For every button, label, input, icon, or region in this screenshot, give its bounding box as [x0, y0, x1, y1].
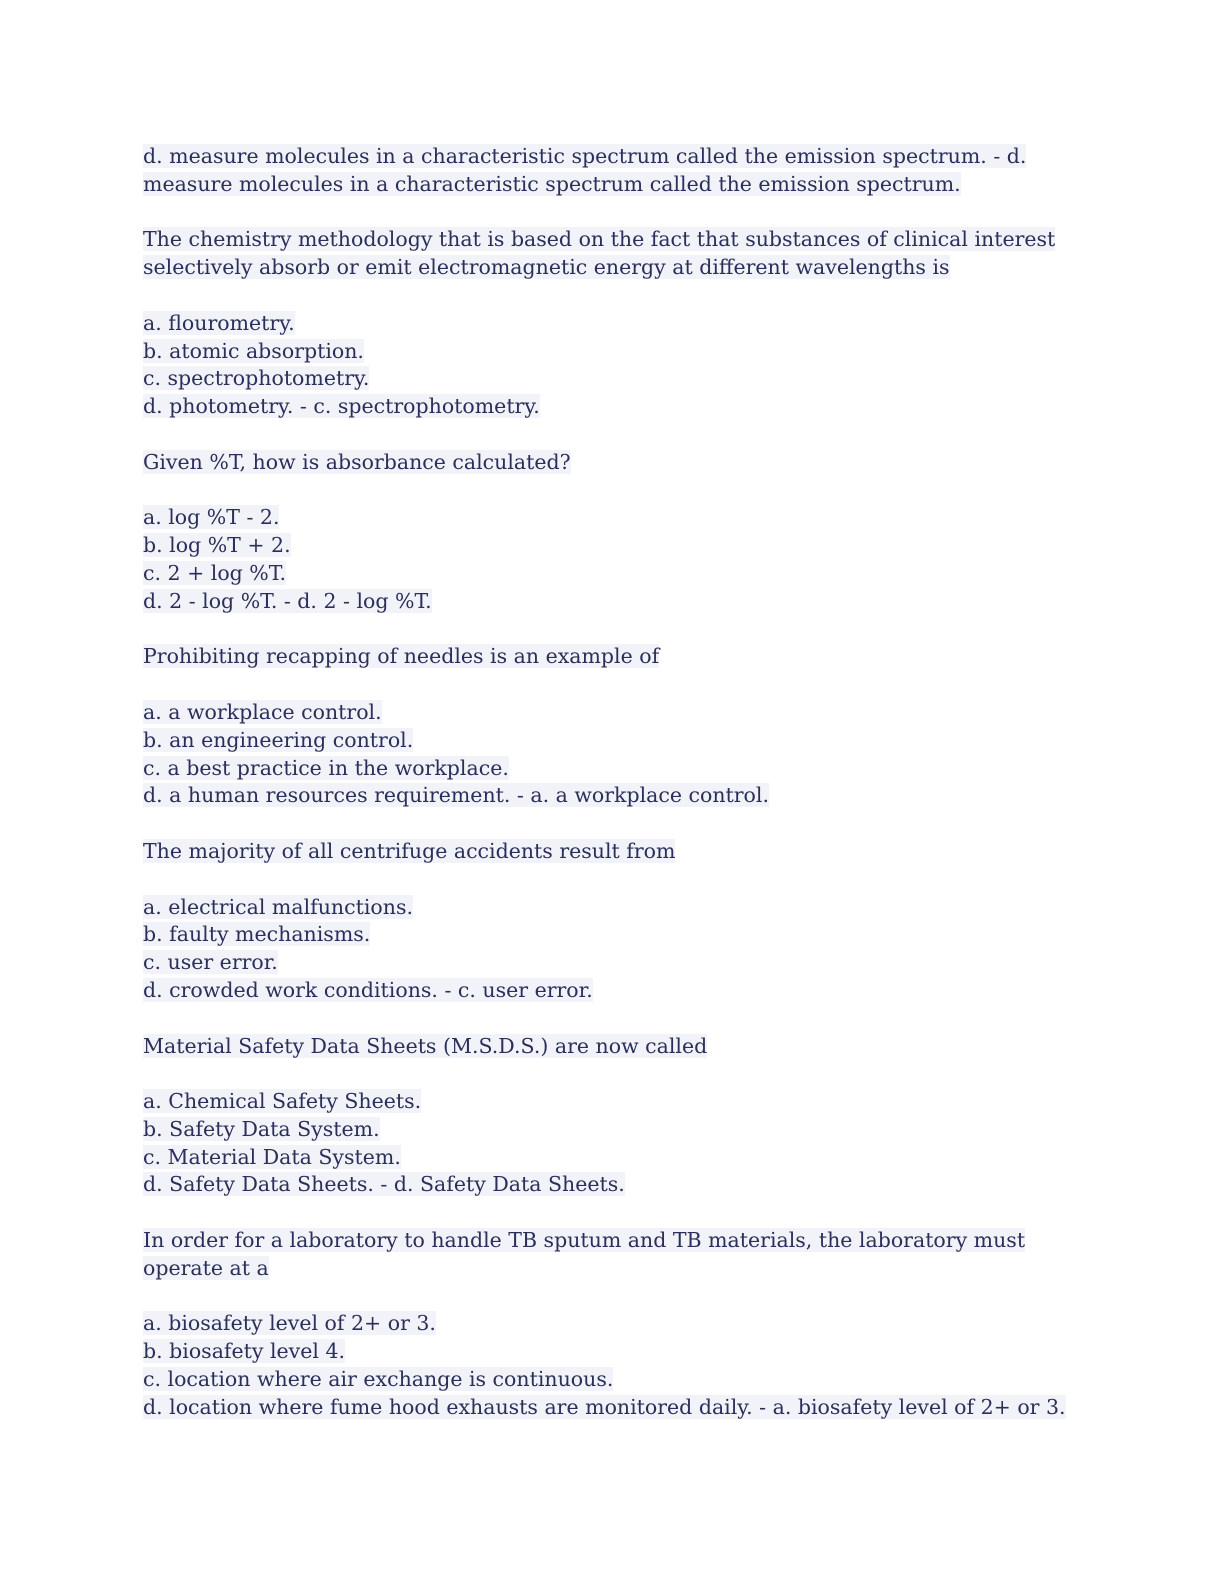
question-text — [143, 1227, 1103, 1283]
option-d-with-answer: d. a human resources requirement. - a. a workplace control. — [143, 783, 769, 808]
option-c: c. Material Data System. — [143, 1144, 401, 1169]
option-b: b. biosafety level 4. — [143, 1339, 346, 1364]
text-line: In order for a laboratory to handle TB sputum and TB materials, the laboratory must — [143, 1228, 1026, 1253]
question-text — [143, 838, 1103, 866]
question-text — [143, 1033, 1103, 1061]
option-a: a. electrical malfunctions. — [143, 894, 413, 919]
text-line: Given %T, how is absorbance calculated? — [143, 449, 571, 474]
text-line: Prohibiting recapping of needles is an example of — [143, 644, 660, 669]
option-b: b. log %T + 2. — [143, 533, 291, 558]
option-b: b. an engineering control. — [143, 727, 414, 752]
answer-options — [143, 1310, 1103, 1421]
option-c: c. 2 + log %T. — [143, 560, 286, 585]
option-d-with-answer: d. photometry. - c. spectrophotometry. — [143, 394, 540, 419]
text-line: measure molecules in a characteristic spectrum called the emission spectrum. — [143, 171, 961, 196]
question-text — [143, 643, 1103, 671]
answer-options — [143, 1088, 1103, 1199]
question-text — [143, 226, 1103, 282]
text-line: selectively absorb or emit electromagnetic energy at different wavelengths is — [143, 255, 950, 280]
option-c: c. user error. — [143, 950, 278, 975]
text-line: The chemistry methodology that is based on the fact that substances of clinical interest — [143, 227, 1056, 252]
option-d-with-answer: d. crowded work conditions. - c. user error. — [143, 977, 593, 1002]
option-d-with-answer: d. 2 - log %T. - d. 2 - log %T. — [143, 588, 432, 613]
question-text — [143, 449, 1103, 477]
option-d-with-answer: d. location where fume hood exhausts are monitored daily. - a. biosafety level of 2+ or 3. — [143, 1394, 1066, 1419]
option-a: a. a workplace control. — [143, 699, 382, 724]
option-d-with-answer: d. Safety Data Sheets. - d. Safety Data Sheets. — [143, 1172, 625, 1197]
option-c: c. spectrophotometry. — [143, 366, 370, 391]
text-line: The majority of all centrifuge accidents result from — [143, 838, 676, 863]
answer-block — [143, 143, 1103, 199]
option-a: a. Chemical Safety Sheets. — [143, 1089, 422, 1114]
text-line: Material Safety Data Sheets (M.S.D.S.) are now called — [143, 1033, 708, 1058]
option-b: b. Safety Data System. — [143, 1116, 380, 1141]
option-a: a. biosafety level of 2+ or 3. — [143, 1311, 436, 1336]
option-c: c. a best practice in the workplace. — [143, 755, 509, 780]
document-page — [143, 143, 1103, 1449]
option-a: a. log %T - 2. — [143, 505, 280, 530]
answer-options — [143, 310, 1103, 421]
option-c: c. location where air exchange is continuous. — [143, 1367, 614, 1392]
text-line: operate at a — [143, 1255, 269, 1280]
option-a: a. flourometry. — [143, 310, 295, 335]
option-b: b. faulty mechanisms. — [143, 922, 371, 947]
answer-options — [143, 894, 1103, 1005]
answer-options — [143, 504, 1103, 615]
text-line: d. measure molecules in a characteristic spectrum called the emission spectrum. - d. — [143, 144, 1027, 168]
answer-options — [143, 699, 1103, 810]
option-b: b. atomic absorption. — [143, 338, 364, 363]
